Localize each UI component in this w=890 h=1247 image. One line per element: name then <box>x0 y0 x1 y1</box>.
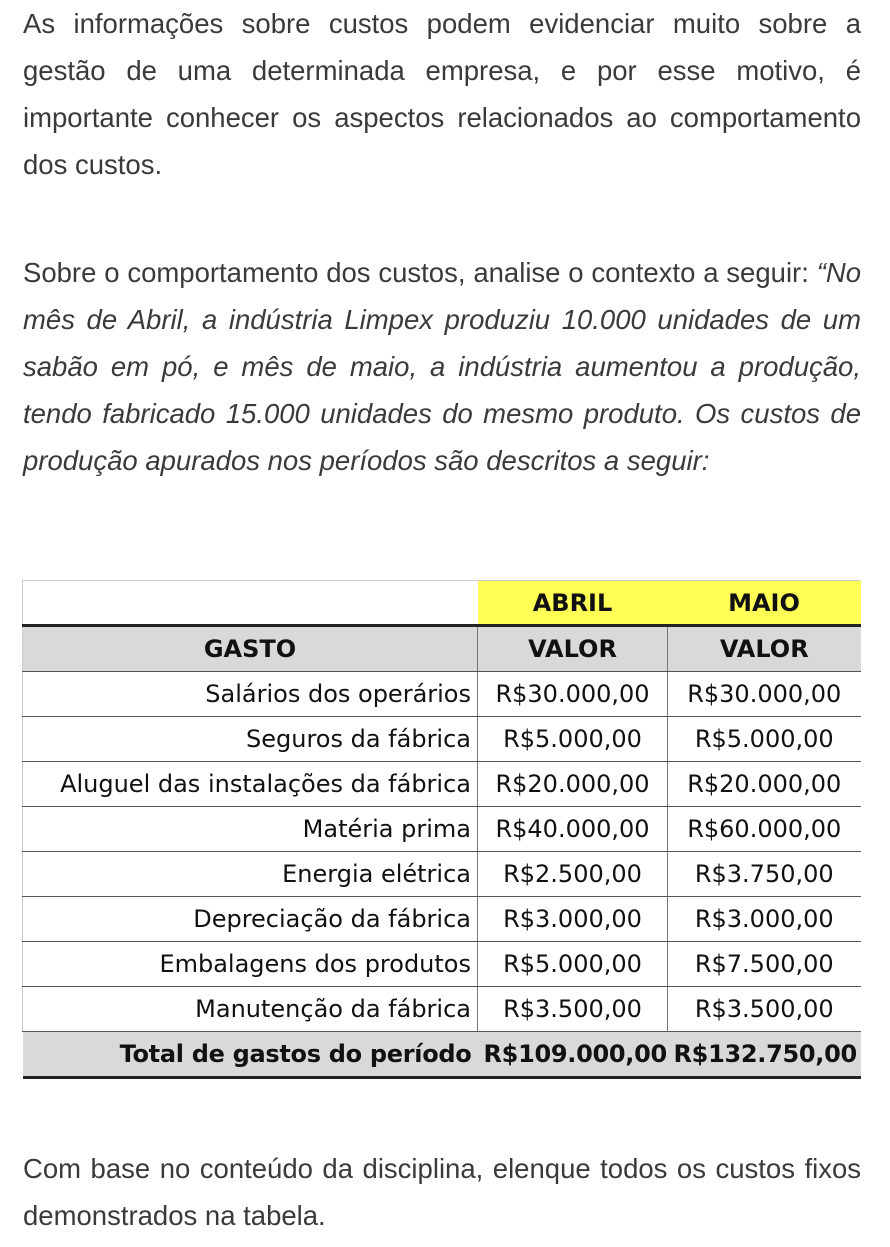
total-maio: R$132.750,00 <box>668 1032 861 1078</box>
row-label: Salários dos operários <box>23 672 478 717</box>
table-row <box>23 807 861 852</box>
blank-header-cell <box>23 581 478 626</box>
cost-table-image <box>22 580 860 1080</box>
row-label: Embalagens dos produtos <box>23 942 478 987</box>
row-label: Aluguel das instalações da fábrica <box>23 762 478 807</box>
total-abril: R$109.000,00 <box>478 1032 668 1078</box>
month-abril: ABRIL <box>478 581 668 626</box>
table-row <box>23 717 861 762</box>
table-row <box>23 762 861 807</box>
row-label: Seguros da fábrica <box>23 717 478 762</box>
table-row <box>23 852 861 897</box>
column-header-row <box>23 626 861 672</box>
row-value-maio: R$3.000,00 <box>668 897 861 942</box>
question-paragraph: Com base no conteúdo da disciplina, elenque todos os custos fixos demonstrados na tabela. <box>23 1153 861 1231</box>
row-label: Depreciação da fábrica <box>23 897 478 942</box>
table-row <box>23 942 861 987</box>
row-value-maio: R$7.500,00 <box>668 942 861 987</box>
row-value-abril: R$2.500,00 <box>478 852 668 897</box>
table-row <box>23 897 861 942</box>
row-label: Manutenção da fábrica <box>23 987 478 1032</box>
context-paragraph <box>23 249 861 484</box>
table-row <box>23 672 861 717</box>
row-value-abril: R$30.000,00 <box>478 672 668 717</box>
context-quote: “No mês de Abril, a indústria Limpex produziu 10.000 unidades de um sabão em pó, e mês de maio, a indústria aumentou a produção, tendo fabricado 15.000 unidades do mesmo produto. Os custos de produção apurados nos períodos são descritos a seguir: <box>23 257 861 476</box>
month-maio: MAIO <box>668 581 861 626</box>
row-value-abril: R$40.000,00 <box>478 807 668 852</box>
row-value-abril: R$5.000,00 <box>478 717 668 762</box>
row-value-maio: R$30.000,00 <box>668 672 861 717</box>
total-label: Total de gastos do período <box>23 1032 478 1078</box>
row-value-maio: R$3.500,00 <box>668 987 861 1032</box>
valor-maio-header: VALOR <box>668 626 861 672</box>
month-header-row <box>23 581 861 626</box>
row-value-maio: R$60.000,00 <box>668 807 861 852</box>
row-value-abril: R$3.500,00 <box>478 987 668 1032</box>
context-lead: Sobre o comportamento dos custos, analise o contexto a seguir: <box>23 257 817 288</box>
cost-table <box>22 580 861 1079</box>
row-label: Energia elétrica <box>23 852 478 897</box>
row-value-abril: R$20.000,00 <box>478 762 668 807</box>
row-value-maio: R$3.750,00 <box>668 852 861 897</box>
row-value-abril: R$3.000,00 <box>478 897 668 942</box>
row-value-maio: R$20.000,00 <box>668 762 861 807</box>
row-value-maio: R$5.000,00 <box>668 717 861 762</box>
row-label: Matéria prima <box>23 807 478 852</box>
row-value-abril: R$5.000,00 <box>478 942 668 987</box>
total-row <box>23 1032 861 1078</box>
valor-abril-header: VALOR <box>478 626 668 672</box>
intro-paragraph: As informações sobre custos podem evidenciar muito sobre a gestão de uma determinada empresa, e por esse motivo, é importante conhecer os aspectos relacionados ao comportamento dos custos. <box>23 8 861 180</box>
table-row <box>23 987 861 1032</box>
gasto-header: GASTO <box>23 626 478 672</box>
